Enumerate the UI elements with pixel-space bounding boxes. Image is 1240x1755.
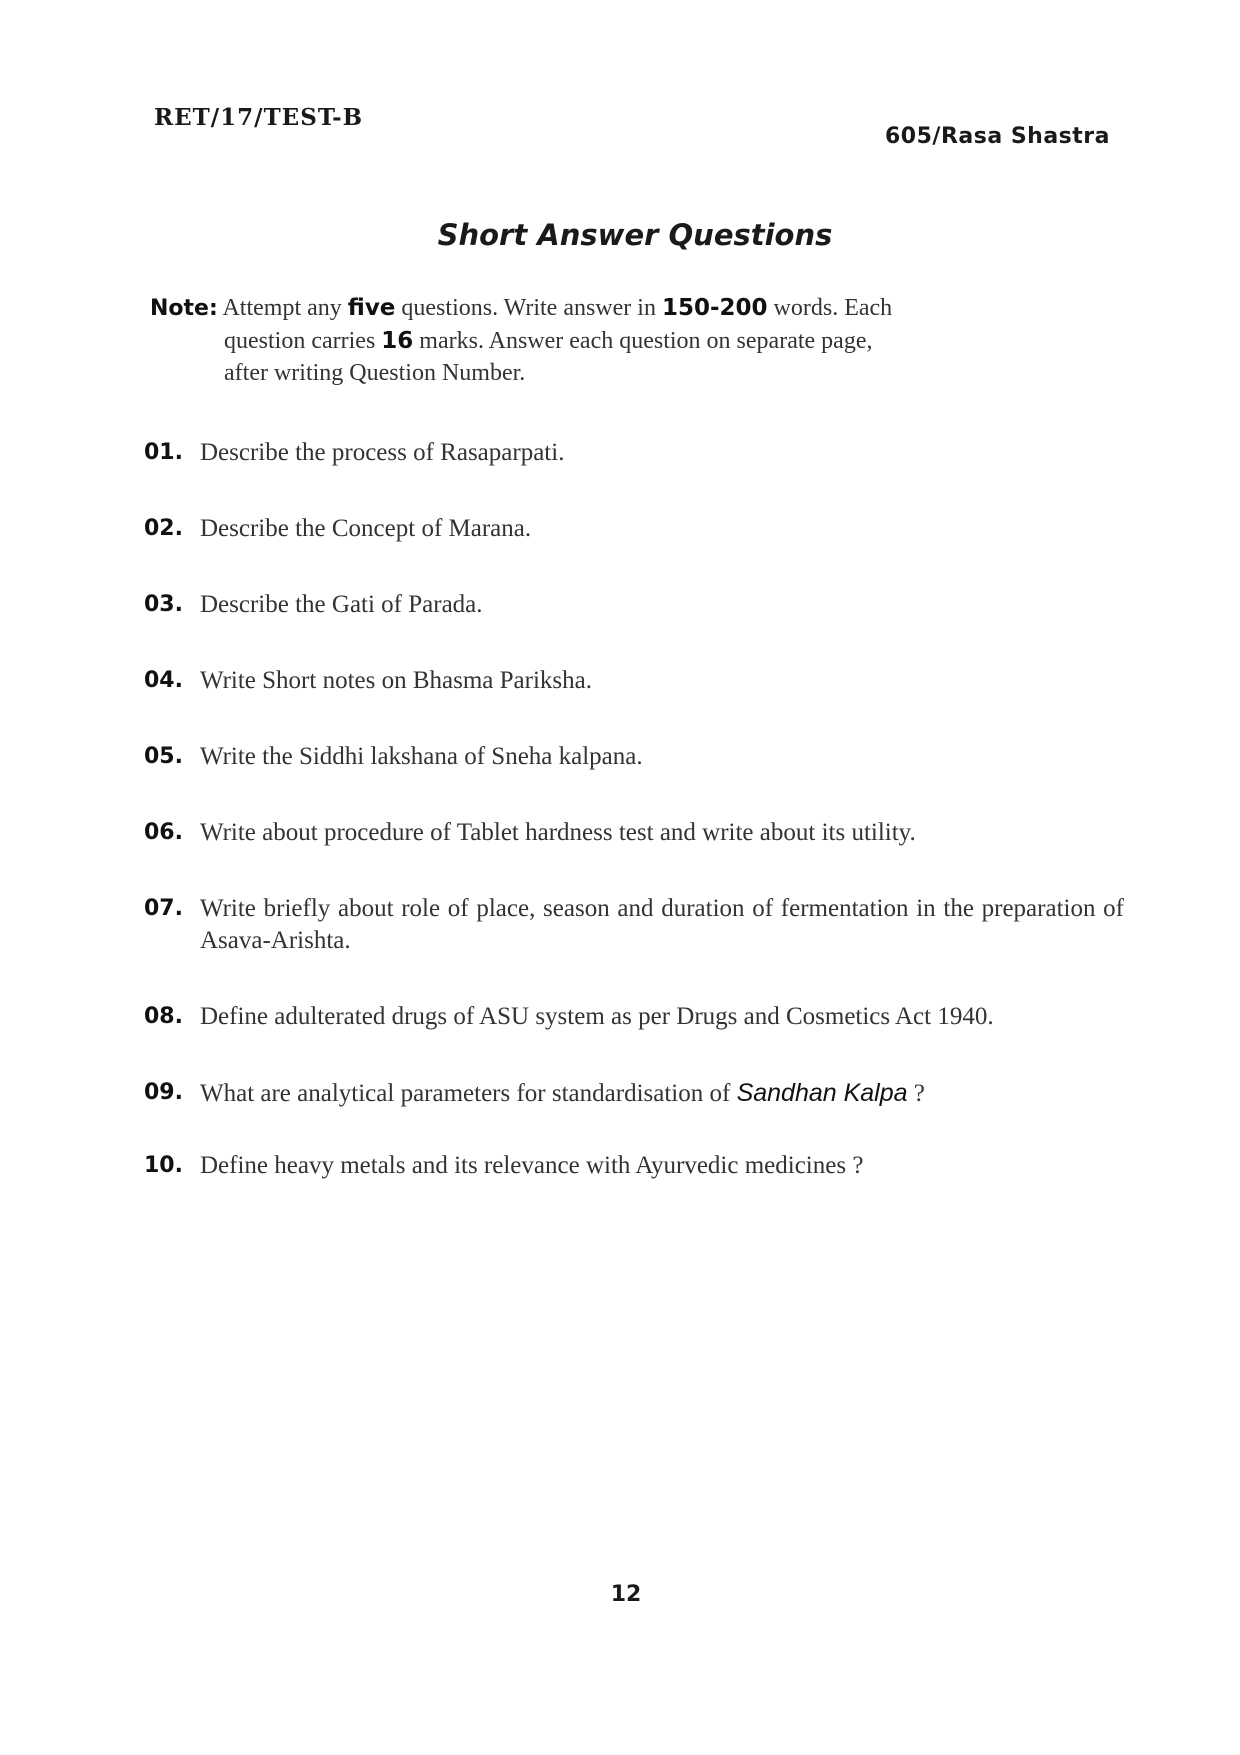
note-five: five	[347, 295, 396, 321]
subject-code: 605/Rasa Shastra	[884, 124, 1110, 149]
question-text	[200, 1077, 1124, 1110]
page-number: 12	[610, 1582, 642, 1607]
note-word-range: 150-200	[661, 295, 768, 321]
question-number: 01.	[144, 440, 183, 465]
question-text-part: ?	[913, 1080, 925, 1107]
question-number: 03.	[144, 592, 183, 617]
question-text: Describe the process of Rasaparpati.	[200, 439, 565, 466]
question-list	[144, 437, 1124, 1182]
question-text: Describe the Gati of Parada.	[200, 591, 483, 618]
note-line-3	[150, 357, 1118, 389]
note-text: question carries	[224, 328, 376, 354]
question-italic-term: Sandhan Kalpa	[736, 1079, 908, 1107]
section-heading: Short Answer Questions	[437, 218, 833, 252]
question-number: 02.	[144, 516, 183, 541]
paper-code: RET/17/TEST-B	[154, 104, 364, 131]
question-number: 04.	[144, 668, 183, 693]
question-item	[144, 741, 1124, 773]
question-item	[144, 513, 1124, 545]
question-text: Describe the Concept of Marana.	[200, 515, 532, 542]
question-number: 08.	[144, 1004, 183, 1029]
question-number: 05.	[144, 744, 183, 769]
question-number: 06.	[144, 820, 183, 845]
question-number: 07.	[144, 896, 183, 921]
question-number: 09.	[144, 1080, 183, 1105]
question-item	[144, 1150, 1124, 1182]
note-line-1	[150, 292, 1118, 325]
question-text: Define heavy metals and its relevance with Ayurvedic medicines ?	[200, 1152, 864, 1179]
question-text: Write about procedure of Tablet hardness test and write about its utility.	[200, 819, 916, 846]
question-text: Write briefly about role of place, season and duration of fermentation in the preparation of Asava-Arishta.	[200, 895, 1124, 954]
note-text: questions. Write answer in	[401, 295, 656, 321]
question-item	[144, 437, 1124, 469]
note-marks: 16	[381, 328, 414, 354]
question-text-part: What are analytical parameters for standardisation of	[200, 1080, 731, 1107]
question-number: 10.	[144, 1153, 183, 1178]
question-text: Define adulterated drugs of ASU system as per Drugs and Cosmetics Act 1940.	[200, 1003, 994, 1030]
question-text: Write the Siddhi lakshana of Sneha kalpana.	[200, 743, 643, 770]
note-line-2	[150, 325, 1118, 357]
question-text: Write Short notes on Bhasma Pariksha.	[200, 667, 592, 694]
note-text: words. Each	[773, 295, 893, 321]
question-item	[144, 589, 1124, 621]
note-text: Attempt any	[222, 295, 342, 321]
note-text: marks. Answer each question on separate page,	[419, 328, 873, 354]
note-label: Note:	[150, 296, 218, 321]
question-item	[144, 1001, 1124, 1033]
question-item	[144, 665, 1124, 697]
question-item	[144, 893, 1124, 957]
question-item	[144, 1077, 1124, 1110]
question-item	[144, 817, 1124, 849]
instructions-note	[150, 292, 1118, 389]
note-text: after writing Question Number.	[224, 360, 526, 386]
